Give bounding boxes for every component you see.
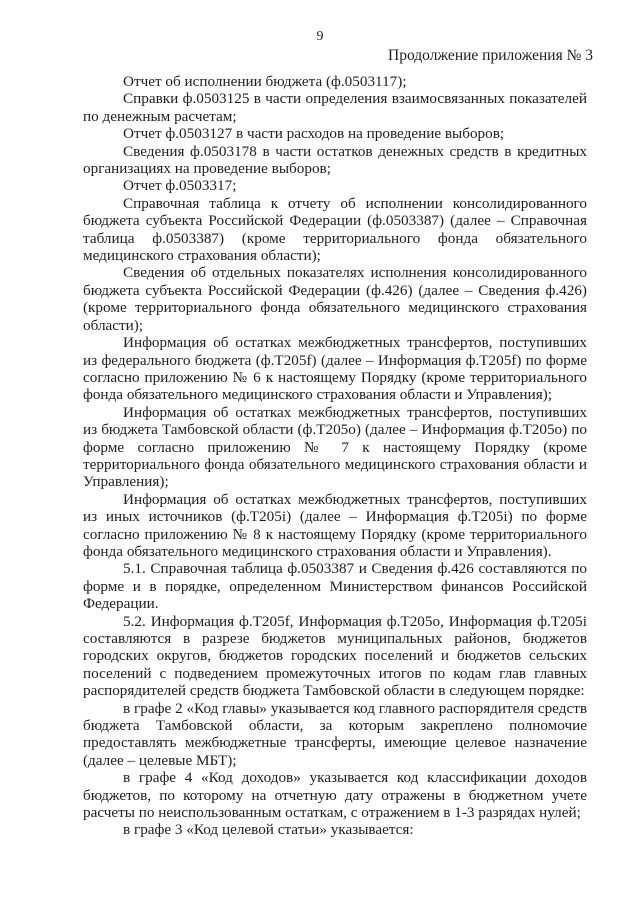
paragraph: Сведения ф.0503178 в части остатков денежных средств в кредитных организациях на проведение выборов; xyxy=(83,142,587,178)
paragraph: Информация об остатках межбюджетных трансфертов, поступивших из федерального бюджета (ф.Т205f) (далее – Информация ф.Т205f) по форме согласно приложению № 6 к настоящему Порядку (кроме территориального фонда обязательного медицинского страхования области и Управления); xyxy=(83,334,587,404)
paragraph: Отчет ф.0503317; xyxy=(123,177,237,195)
paragraph: Сведения об отдельных показателях исполнения консолидированного бюджета субъекта Российской Федерации (ф.426) (далее – Сведения ф.426) (кроме территориального фонда обязательного медицинского страхования области); xyxy=(83,264,587,334)
paragraph: 5.1. Справочная таблица ф.0503387 и Сведения ф.426 составляются по форме и в порядке, определенном Министерством финансов Российской Федерации. xyxy=(83,560,587,613)
paragraph: Отчет об исполнении бюджета (ф.0503117); xyxy=(123,73,407,90)
paragraph: Справки ф.0503125 в части определения взаимосвязанных показателей по денежным расчетам; xyxy=(83,90,587,125)
paragraph: Справочная таблица к отчету об исполнении консолидированного бюджета субъекта Российской Федерации (ф.0503387) (далее – Справочная таблица ф.0503387) (кроме территориального фонда обязательного медицинского страхования области); xyxy=(83,194,587,265)
paragraph: Информация об остатках межбюджетных трансфертов, поступивших из иных источников (ф.Т205i) (далее – Информация ф.Т205i) по форме согласно приложению № 8 к настоящему Порядку (кроме территориального фонда обязательного медицинского страхования области и Управления). xyxy=(83,490,587,560)
paragraph: 5.2. Информация ф.Т205f, Информация ф.Т205о, Информация ф.Т205i составляются в разрезе бюджетов муниципальных районов, бюджетов городских округов, бюджетов городских поселений и бюджетов сельских поселений с подведением промежуточных итогов по кодам глав главных распорядителей средств бюджета Тамбовской области в следующем порядке: xyxy=(83,612,587,700)
document-body xyxy=(83,73,587,839)
paragraph: в графе 4 «Код доходов» указывается код классификации доходов бюджетов, по которому на отчетную дату отражены в бюджетном учете расчеты по неиспользованным остаткам, с отражением в 1-3 разрядах нулей; xyxy=(83,769,587,822)
paragraph: в графе 2 «Код главы» указывается код главного распорядителя средств бюджета Тамбовской области, за которым закреплено полномочие предоставлять межбюджетные трансферты, имеющие целевое назначение (далее – целевые МБТ); xyxy=(83,699,587,769)
page-number: 9 xyxy=(316,29,324,44)
paragraph: Отчет ф.0503127 в части расходов на проведение выборов; xyxy=(123,125,505,143)
appendix-continuation-label: Продолжение приложения № 3 xyxy=(388,47,593,64)
paragraph: в графе 3 «Код целевой статьи» указывается: xyxy=(123,821,414,839)
paragraph: Информация об остатках межбюджетных трансфертов, поступивших из бюджета Тамбовской области (ф.Т205о) (далее – Информация ф.Т205о) по форме согласно приложению № 7 к настоящему Порядку (кроме территориального фонда обязательного медицинского страхования области и Управления); xyxy=(83,403,587,491)
